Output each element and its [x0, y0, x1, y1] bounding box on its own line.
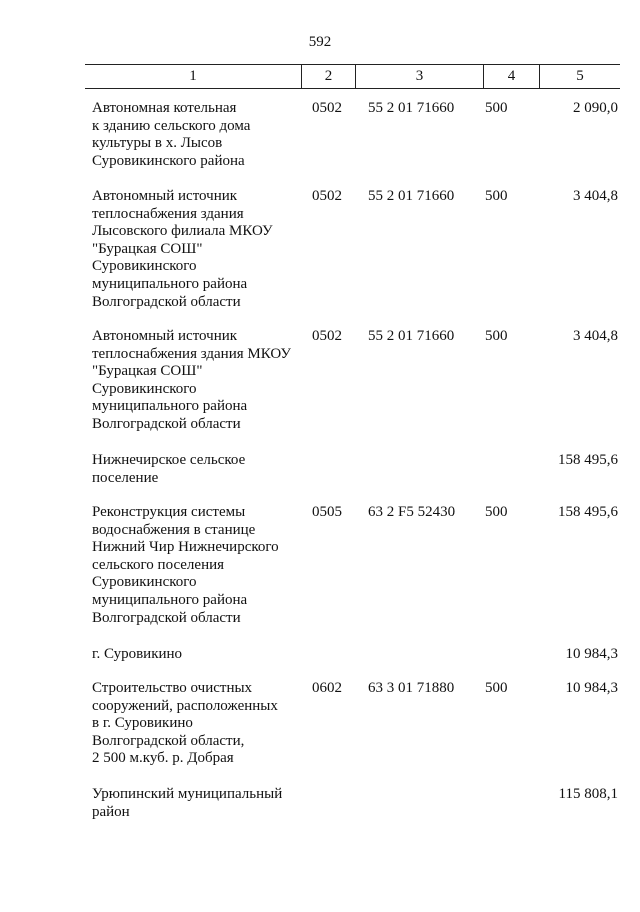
- page-number: 592: [308, 34, 332, 50]
- name-line: муниципального района: [92, 398, 248, 415]
- table-row: [0, 452, 640, 504]
- name-line: Суровикинского: [92, 258, 197, 275]
- row-type: 500: [485, 188, 508, 204]
- row-type: 500: [485, 504, 508, 520]
- row-article: 55 2 01 71660: [368, 100, 455, 116]
- row-code: 0602: [312, 680, 342, 696]
- name-line: Нижнечирское сельское: [92, 452, 246, 468]
- row-article: 55 2 01 71660: [368, 188, 455, 204]
- row-code: 0502: [312, 328, 342, 344]
- name-line: Автономный источник: [92, 188, 238, 204]
- header-col-5: 5: [539, 65, 620, 88]
- table-row: [0, 646, 640, 680]
- name-line: Строительство очистных: [92, 680, 253, 696]
- table-body: [0, 100, 640, 826]
- row-article: 63 2 F5 52430: [368, 504, 456, 520]
- name-line: Суровикинского: [92, 380, 197, 397]
- row-name: [92, 680, 302, 768]
- name-line: теплоснабжения здания МКОУ: [92, 345, 291, 362]
- row-code: 0502: [312, 188, 342, 204]
- name-line: Волгоградской области: [92, 415, 241, 432]
- row-amount: 3 404,8: [573, 188, 618, 204]
- table-row: [0, 188, 640, 328]
- row-name: [92, 452, 302, 487]
- name-line: "Бурацкая СОШ": [92, 240, 203, 257]
- name-line: муниципального района: [92, 591, 248, 608]
- header-col-2: 2: [301, 65, 355, 88]
- name-line: в г. Суровикино: [92, 715, 193, 732]
- row-amount: 10 984,3: [565, 680, 618, 696]
- table-row: [0, 786, 640, 826]
- name-line: Автономная котельная: [92, 100, 237, 116]
- row-type: 500: [485, 680, 508, 696]
- row-name: [92, 328, 302, 434]
- row-amount: 2 090,0: [573, 100, 618, 116]
- name-line: Урюпинский муниципальный: [92, 786, 283, 802]
- row-article: 55 2 01 71660: [368, 328, 455, 344]
- row-type: 500: [485, 100, 508, 116]
- name-line: сельского поселения: [92, 556, 225, 573]
- name-line: теплоснабжения здания: [92, 205, 244, 222]
- row-amount: 10 984,3: [565, 646, 618, 662]
- name-line: Волгоградской области: [92, 609, 241, 626]
- name-line: Волгоградской области: [92, 293, 241, 310]
- header-col-4: 4: [483, 65, 539, 88]
- name-line: муниципального района: [92, 275, 248, 292]
- table-row: [0, 504, 640, 646]
- row-name: [92, 646, 302, 664]
- row-amount: 115 808,1: [558, 786, 618, 802]
- table-header: [85, 64, 620, 89]
- name-line: Реконструкция системы: [92, 504, 246, 520]
- header-col-3: 3: [355, 65, 483, 88]
- row-article: 63 3 01 71880: [368, 680, 455, 696]
- row-amount: 3 404,8: [573, 328, 618, 344]
- name-line: Суровикинского: [92, 574, 197, 591]
- name-line: Волгоградской области,: [92, 732, 245, 749]
- row-code: 0505: [312, 504, 342, 520]
- name-line: культуры в х. Лысов: [92, 135, 223, 152]
- name-line: Суровикинского района: [92, 152, 245, 169]
- row-name: [92, 504, 302, 627]
- table-row: [0, 680, 640, 786]
- row-name: [92, 100, 302, 170]
- name-line: Автономный источник: [92, 328, 238, 344]
- table-row: [0, 328, 640, 452]
- table-row: [0, 100, 640, 188]
- name-line: к зданию сельского дома: [92, 117, 251, 134]
- name-line: Лысовского филиала МКОУ: [92, 223, 273, 240]
- name-line: 2 500 м.куб. р. Добрая: [92, 750, 234, 767]
- row-amount: 158 495,6: [558, 504, 618, 520]
- name-line: сооружений, расположенных: [92, 697, 278, 714]
- name-line: Нижний Чир Нижнечирского: [92, 539, 279, 556]
- name-line: поселение: [92, 469, 159, 486]
- name-line: район: [92, 803, 130, 820]
- row-name: [92, 786, 302, 821]
- header-col-1: 1: [189, 68, 197, 84]
- name-line: "Бурацкая СОШ": [92, 363, 203, 380]
- row-type: 500: [485, 328, 508, 344]
- name-line: водоснабжения в станице: [92, 521, 256, 538]
- row-amount: 158 495,6: [558, 452, 618, 468]
- row-name: [92, 188, 302, 311]
- row-code: 0502: [312, 100, 342, 116]
- name-line: г. Суровикино: [92, 646, 183, 662]
